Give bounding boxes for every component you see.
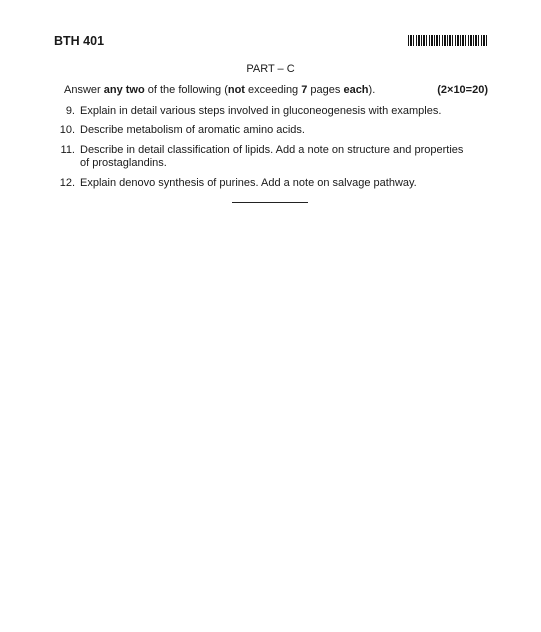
section-title: PART – C <box>246 63 295 75</box>
question-10 <box>56 124 476 137</box>
course-code: BTH 401 <box>54 34 105 48</box>
question-11 <box>56 144 476 170</box>
question-9 <box>56 105 476 118</box>
instruction-text: Answer any two of the following (not exceeding 7 pages each). <box>64 84 376 96</box>
question-text-line-1: Describe in detail classification of lipids. Add a note on structure and properties <box>80 144 464 156</box>
question-text: Explain denovo synthesis of purines. Add a note on salvage pathway. <box>80 177 417 189</box>
question-text: Describe metabolism of aromatic amino acids. <box>80 124 305 136</box>
question-text: Explain in detail various steps involved in gluconeogenesis with examples. <box>80 105 442 117</box>
question-number: 11. <box>60 144 75 156</box>
question-12 <box>56 177 476 190</box>
question-number: 10. <box>59 124 75 136</box>
question-number: 9. <box>65 105 75 117</box>
barcode-icon <box>408 35 488 46</box>
end-rule <box>232 202 308 203</box>
instructions <box>64 84 488 96</box>
question-number: 12. <box>59 177 75 189</box>
question-text-line-2: of prostaglandins. <box>80 157 167 169</box>
marks-label: (2×10=20) <box>437 84 488 96</box>
